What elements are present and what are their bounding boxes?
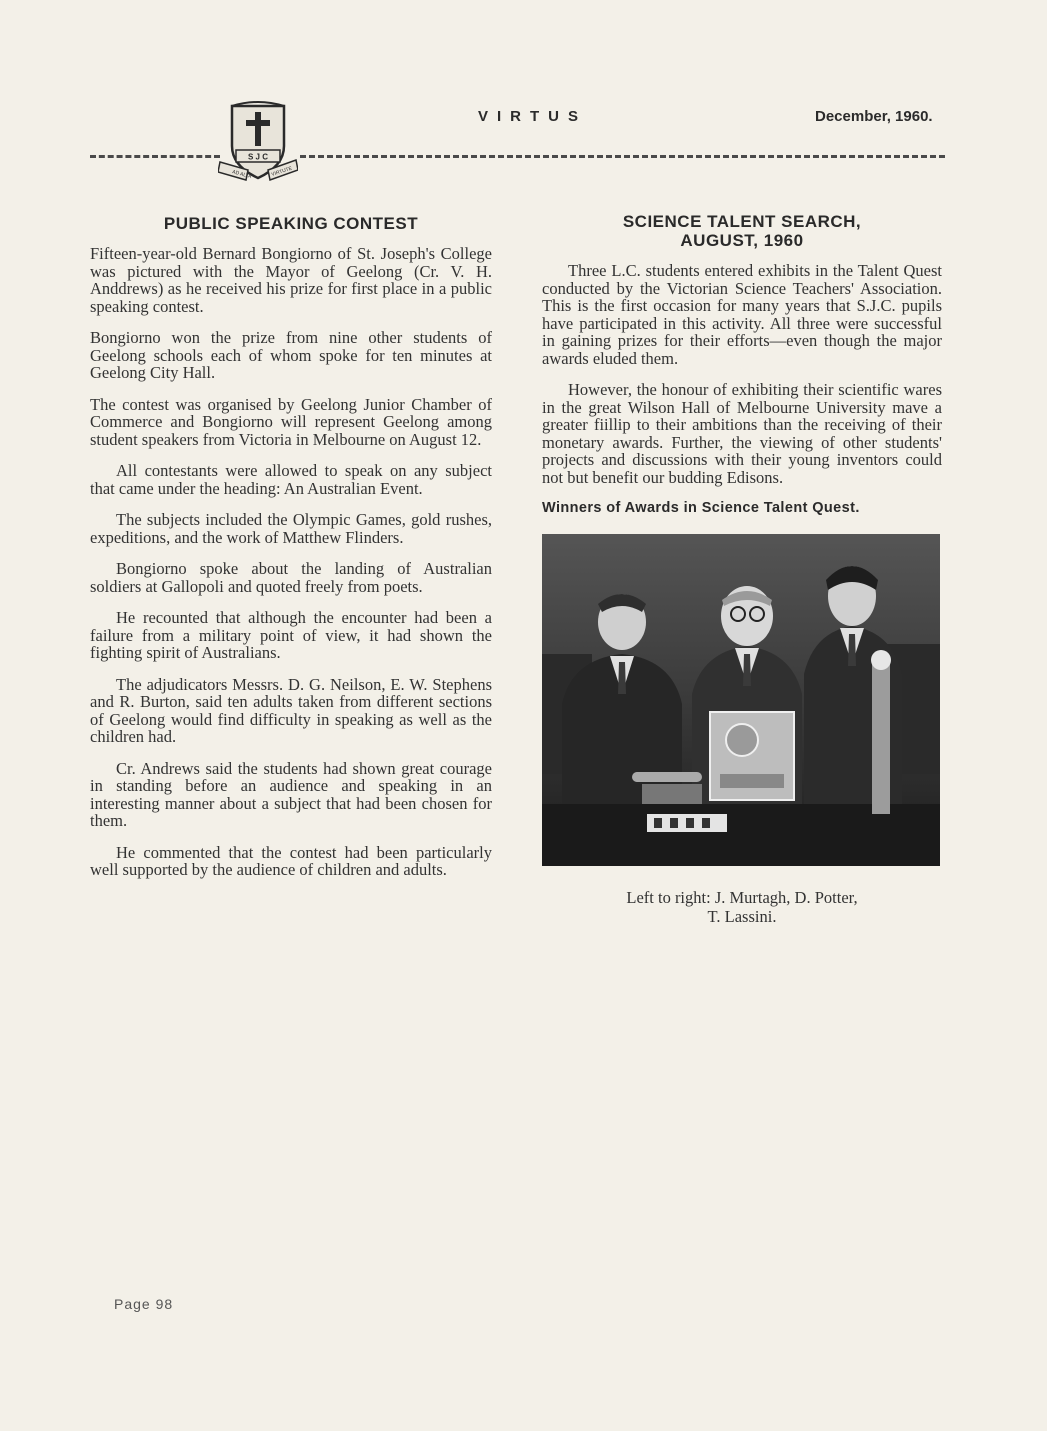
crest-motto-right: VIRTUTE <box>270 165 293 178</box>
college-crest-icon <box>218 100 298 190</box>
article-paragraph: The contest was organised by Geelong Junior Chamber of Commerce and Bongiorno will represent Geelong among student speakers from Victoria in Melbourne on August 12. <box>90 394 492 449</box>
crest-motto-left: AD ALTA <box>231 169 253 181</box>
caption-line: Left to right: J. Murtagh, D. Potter, <box>626 888 858 907</box>
article-title-line: AUGUST, 1960 <box>680 231 804 250</box>
article-paragraph: Three L.C. students entered exhibits in the Talent Quest conducted by the Victorian Science Teachers' Association. This is the first occasion for many years that S.J.C. pupils have participated in this activity. All three were successful in gaining prizes for their efforts—even though the major awards eluded them. <box>542 261 942 368</box>
article-title-line: SCIENCE TALENT SEARCH, <box>622 212 862 231</box>
article-paragraph: All contestants were allowed to speak on any subject that came under the heading: An Australian Event. <box>90 461 492 498</box>
crest-initials: S J C <box>247 152 269 162</box>
article-paragraph: The adjudicators Messrs. D. G. Neilson, E. W. Stephens and R. Burton, said ten adults taken from different sections of Geelong would find difficulty in speaking as well as the children had. <box>90 674 492 746</box>
header-rule-left <box>90 155 220 158</box>
article-paragraph: Fifteen-year-old Bernard Bongiorno of St. Joseph's College was pictured with the Mayor of Geelong (Cr. V. H. Anddrews) as he received his prize for first place in a public speaking contest. <box>90 244 492 316</box>
page-number: Page 98 <box>114 1296 174 1312</box>
article-paragraph: Bongiorno spoke about the landing of Australian soldiers at Gallopoli and quoted freely from poets. <box>90 559 492 596</box>
winners-photo-illustration <box>542 534 940 866</box>
publication-title: VIRTUS <box>478 108 588 125</box>
masthead <box>0 100 1047 200</box>
article-paragraph: The subjects included the Olympic Games, gold rushes, expeditions, and the work of Matthew Flinders. <box>90 510 492 547</box>
header-rule-right <box>300 155 945 158</box>
article-title <box>542 212 942 250</box>
science-talent-article <box>542 212 942 926</box>
public-speaking-article <box>90 212 492 893</box>
article-paragraph: He commented that the contest had been particularly well supported by the audience of children and adults. <box>90 842 492 879</box>
photo-caption <box>542 888 942 926</box>
issue-date: December, 1960. <box>815 108 933 125</box>
article-title: PUBLIC SPEAKING CONTEST <box>163 214 419 233</box>
caption-line: T. Lassini. <box>707 907 777 926</box>
photo-heading: Winners of Awards in Science Talent Quest. <box>542 500 860 516</box>
article-paragraph: Cr. Andrews said the students had shown great courage in standing before an audience and speaking in an interesting manner about a subject that had been chosen for them. <box>90 758 492 830</box>
winners-photo <box>542 534 940 866</box>
article-paragraph: He recounted that although the encounter had been a failure from a military point of view, it had shown the fighting spirit of Australians. <box>90 608 492 662</box>
article-paragraph: However, the honour of exhibiting their scientific wares in the great Wilson Hall of Melbourne University mave a greater fiillip to their ambitions than the receiving of their monetary awards. Further, the viewing of other students' projects and discussions with their young inventors could not but benefit our budding Edisons. <box>542 380 942 487</box>
article-paragraph: Bongiorno won the prize from nine other students of Geelong schools each of whom spoke for ten minutes at Geelong City Hall. <box>90 328 492 382</box>
